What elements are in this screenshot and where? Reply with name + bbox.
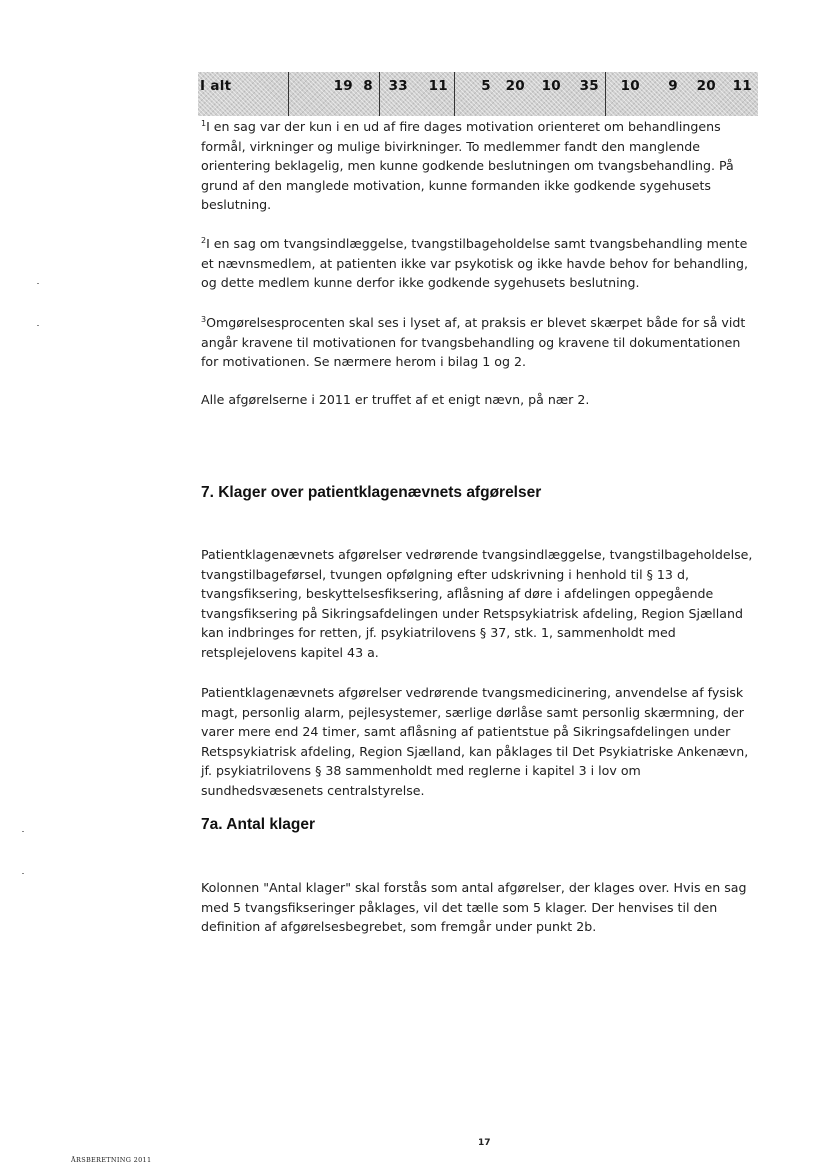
total-group-3 (455, 72, 606, 116)
footnote-marker: 2 (201, 236, 207, 245)
total-value: 33 (388, 78, 408, 94)
total-value: 35 (579, 78, 599, 94)
footnote-text: I en sag om tvangsindlæggelse, tvangstilbageholdelse samt tvangsbehandling mente et nævnsmedlem, at patienten ikke var psykotisk og ikke havde behov for behandling, og dette medlem kunne derfor ikke godkende sygehusets beslutning. (201, 236, 748, 290)
scan-speck (37, 325, 39, 326)
footnote-marker: 3 (201, 315, 207, 324)
total-value: 19 (333, 78, 353, 94)
footnote-3 (201, 313, 761, 372)
section-7a-heading: 7a. Antal klager (201, 816, 316, 833)
section-7-paragraph-1: Patientklagenævnets afgørelser vedrørende tvangsindlæggelse, tvangstilbageholdelse, tvangstilbageførsel, tvungen opfølgning efter udskrivning i henhold til § 13 d, tvangsfiksering, beskyttelsesfiksering, aflåsning af døre i afdelingen oppegående tvangsfiksering på Sikringsafdelingen under Retspsykiatrisk afdeling, Region Sjælland kan indbringes for retten, jf. psykiatrilovens § 37, stk. 1, sammenholdt med retsplejelovens kapitel 43 a. (201, 547, 753, 660)
footer-label: ÅRSBERETNING 2011 (71, 1156, 152, 1164)
page-number: 17 (478, 1138, 491, 1148)
total-value: 8 (363, 78, 373, 94)
total-group-4 (606, 72, 758, 116)
total-row-label: I alt (198, 72, 289, 116)
total-value: 11 (732, 78, 752, 94)
section-7-heading: 7. Klager over patientklagenævnets afgørelser (201, 484, 542, 501)
scan-speck (22, 873, 24, 874)
footnote-text: Omgørelsesprocenten skal ses i lyset af, at praksis er blevet skærpet både for så vidt angår kravene til motivationen for tvangsbehandling og kravene til dokumentationen for motivationen. Se nærmere herom i bilag 1 og 2. (201, 315, 746, 369)
footnote-text: I en sag var der kun i en ud af fire dages motivation orienteret om behandlingens formål, virkninger og mulige bivirkninger. To medlemmer fandt den manglende orientering beklagelig, men kunne godkende beslutningen om tvangsbehandling. På grund af den manglede motivation, kunne formanden ikke godkende sygehusets beslutning. (201, 119, 734, 212)
total-value: 10 (541, 78, 561, 94)
footnote-1 (201, 117, 761, 215)
footnote-2 (201, 234, 761, 293)
footnote-marker: 1 (201, 119, 207, 128)
total-value: 5 (481, 78, 491, 94)
table-total-row (198, 72, 758, 116)
section-7-paragraph-2: Patientklagenævnets afgørelser vedrørende tvangsmedicinering, anvendelse af fysisk magt, personlig alarm, pejlesystemer, særlige dørlåse samt personlig skærmning, der varer mere end 24 timer, samt aflåsning af patientstue på Sikringsafdelingen under Retspsykiatrisk afdeling, Region Sjælland, kan påklages til Det Psykiatriske Ankenævn, jf. psykiatrilovens § 38 sammenholdt med reglerne i kapitel 3 i lov om sundhedsvæsenets centralstyrelse. (201, 685, 749, 798)
total-value: 10 (620, 78, 640, 94)
total-group-2 (380, 72, 455, 116)
scan-speck (22, 831, 24, 832)
total-group-1 (289, 72, 380, 116)
scan-speck (37, 283, 39, 284)
total-value: 20 (696, 78, 716, 94)
unanimity-note: Alle afgørelserne i 2011 er truffet af et enigt nævn, på nær 2. (201, 392, 590, 407)
total-value: 11 (428, 78, 448, 94)
total-value: 9 (668, 78, 678, 94)
section-7a-paragraph: Kolonnen "Antal klager" skal forstås som antal afgørelser, der klages over. Hvis en sag med 5 tvangsfikseringer påklages, vil det tælle som 5 klager. Der henvises til den definition af afgørelsesbegrebet, som fremgår under punkt 2b. (201, 880, 747, 934)
total-value: 20 (505, 78, 525, 94)
